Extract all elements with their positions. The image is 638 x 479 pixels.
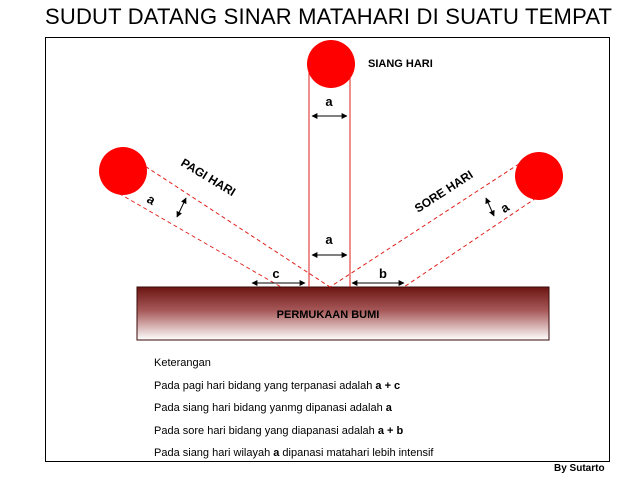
width-a-left-label: a bbox=[144, 191, 159, 208]
sun-afternoon-icon bbox=[515, 152, 563, 200]
morning-ray-upper-edge bbox=[128, 155, 330, 287]
page-title: SUDUT DATANG SINAR MATAHARI DI SUATU TEMPAT bbox=[45, 4, 613, 29]
sun-noon-icon bbox=[307, 40, 355, 88]
morning-ray-lower-edge bbox=[113, 190, 281, 287]
credit-text: By Sutarto bbox=[554, 463, 605, 474]
width-a-top-label: a bbox=[325, 94, 333, 109]
extra-width-c-label: c bbox=[272, 266, 280, 281]
legend-heading: Keterangan bbox=[154, 357, 211, 369]
noon-label: SIANG HARI bbox=[368, 58, 433, 70]
extra-width-b-label: b bbox=[379, 266, 387, 281]
afternoon-label: SORE HARI bbox=[412, 167, 476, 216]
sun-morning-icon bbox=[99, 147, 147, 195]
width-a-right-label: a bbox=[497, 199, 512, 216]
morning-label: PAGI HARI bbox=[178, 155, 239, 200]
legend bbox=[154, 352, 433, 465]
width-a-left-arrow bbox=[177, 198, 186, 217]
earth-surface-label: PERMUKAAN BUMI bbox=[276, 309, 380, 321]
legend-line-morning: Pada pagi hari bidang yang terpanasi adalah a + c bbox=[154, 379, 401, 392]
afternoon-ray-upper-edge bbox=[330, 160, 525, 287]
legend-line-noon: Pada siang hari bidang yanmg dipanasi adalah a bbox=[154, 402, 392, 414]
legend-line-afternoon: Pada sore hari bidang yang diapanasi adalah a + b bbox=[154, 424, 404, 437]
width-a-right-arrow bbox=[486, 198, 494, 216]
width-a-mid-label: a bbox=[325, 232, 333, 247]
legend-line-intensity: Pada siang hari wilayah a dipanasi matahari lebih intensif bbox=[154, 447, 434, 459]
